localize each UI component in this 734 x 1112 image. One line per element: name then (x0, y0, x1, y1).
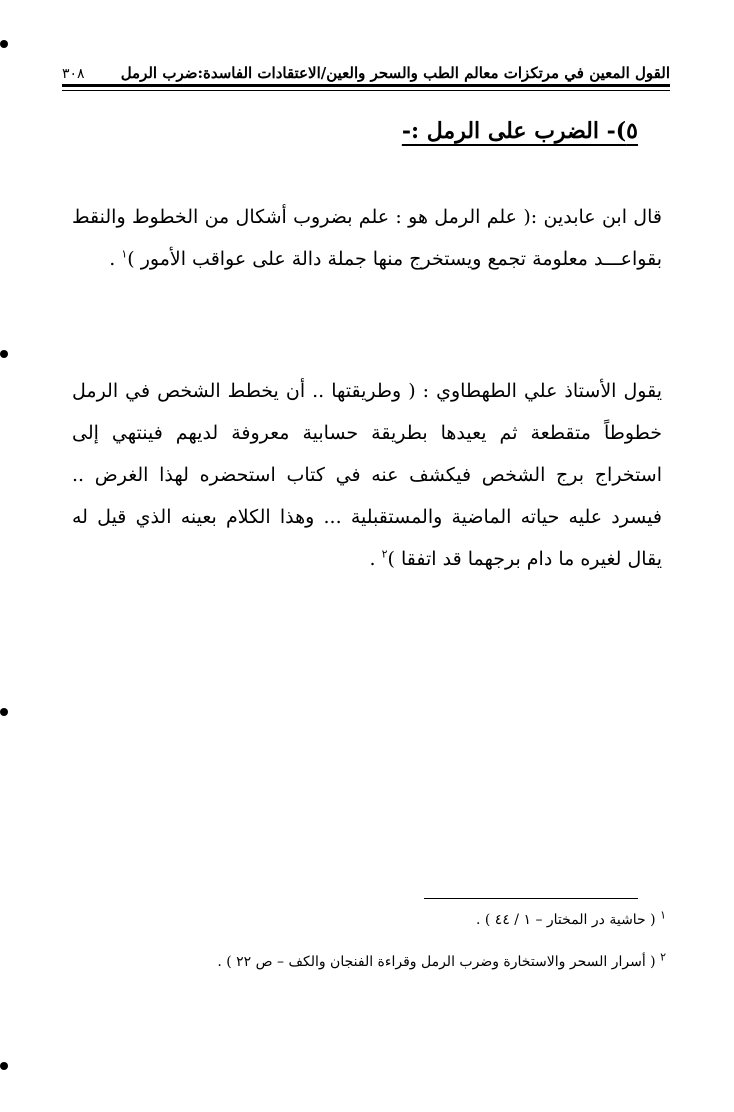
footnote-text: ( حاشية در المختار – ١ / ٤٤ ) . (475, 912, 661, 928)
footnote (80, 910, 666, 930)
paragraph-end: . (109, 248, 122, 270)
scan-margin-mark (0, 350, 8, 358)
paragraph-text: قال ابن عابدين :( علم الرمل هو : علم بضروب أشكال من الخطوط والنقط بقواعـــد معلومة تجمع ويستخرج منها جملة دالة على عواقب الأمور ) (72, 206, 662, 270)
footnote-number: ٢ (660, 950, 666, 964)
paragraph (72, 196, 662, 280)
page-number: ٣٠٨ (62, 66, 85, 82)
paragraph-text: يقول الأستاذ علي الطهطاوي : ( وطريقتها .. أن يخطط الشخص في الرمل خطوطاً متقطعة ثم يعيدها بطريقة حسابية معروفة لديهم فينتهي إلى استخراج برج الشخص فيكشف عنه في كتاب استحضره لهذا الغرض .. فيسرد عليه حياته الماضية والمستقبلية ... وهذا الكلام بعينه الذي قيل له يقال لغيره ما دام برجهما قد اتفقا ) (72, 380, 662, 570)
paragraph-end: . (369, 548, 382, 570)
scan-margin-mark (0, 708, 8, 716)
footnote-text: ( أسرار السحر والاستخارة وضرب الرمل وقراءة الفنجان والكف – ص ٢٢ ) . (217, 954, 661, 970)
running-header (62, 52, 670, 82)
paragraph (72, 370, 662, 580)
running-title: القول المعين في مرتكزات معالم الطب والسحر والعين/الاعتقادات الفاسدة:ضرب الرمل (120, 64, 670, 82)
footnote-separator (424, 898, 638, 899)
header-rule-thick (62, 84, 670, 87)
footnote (80, 952, 666, 972)
scan-margin-mark (0, 1062, 8, 1070)
footnote-ref: ١ (121, 247, 128, 261)
footnote-ref: ٢ (381, 547, 388, 561)
scan-margin-mark (0, 40, 8, 48)
footnote-number: ١ (660, 908, 666, 922)
header-rule-thin (62, 90, 670, 91)
section-title: ٥)- الضرب على الرمل :- (401, 118, 638, 144)
